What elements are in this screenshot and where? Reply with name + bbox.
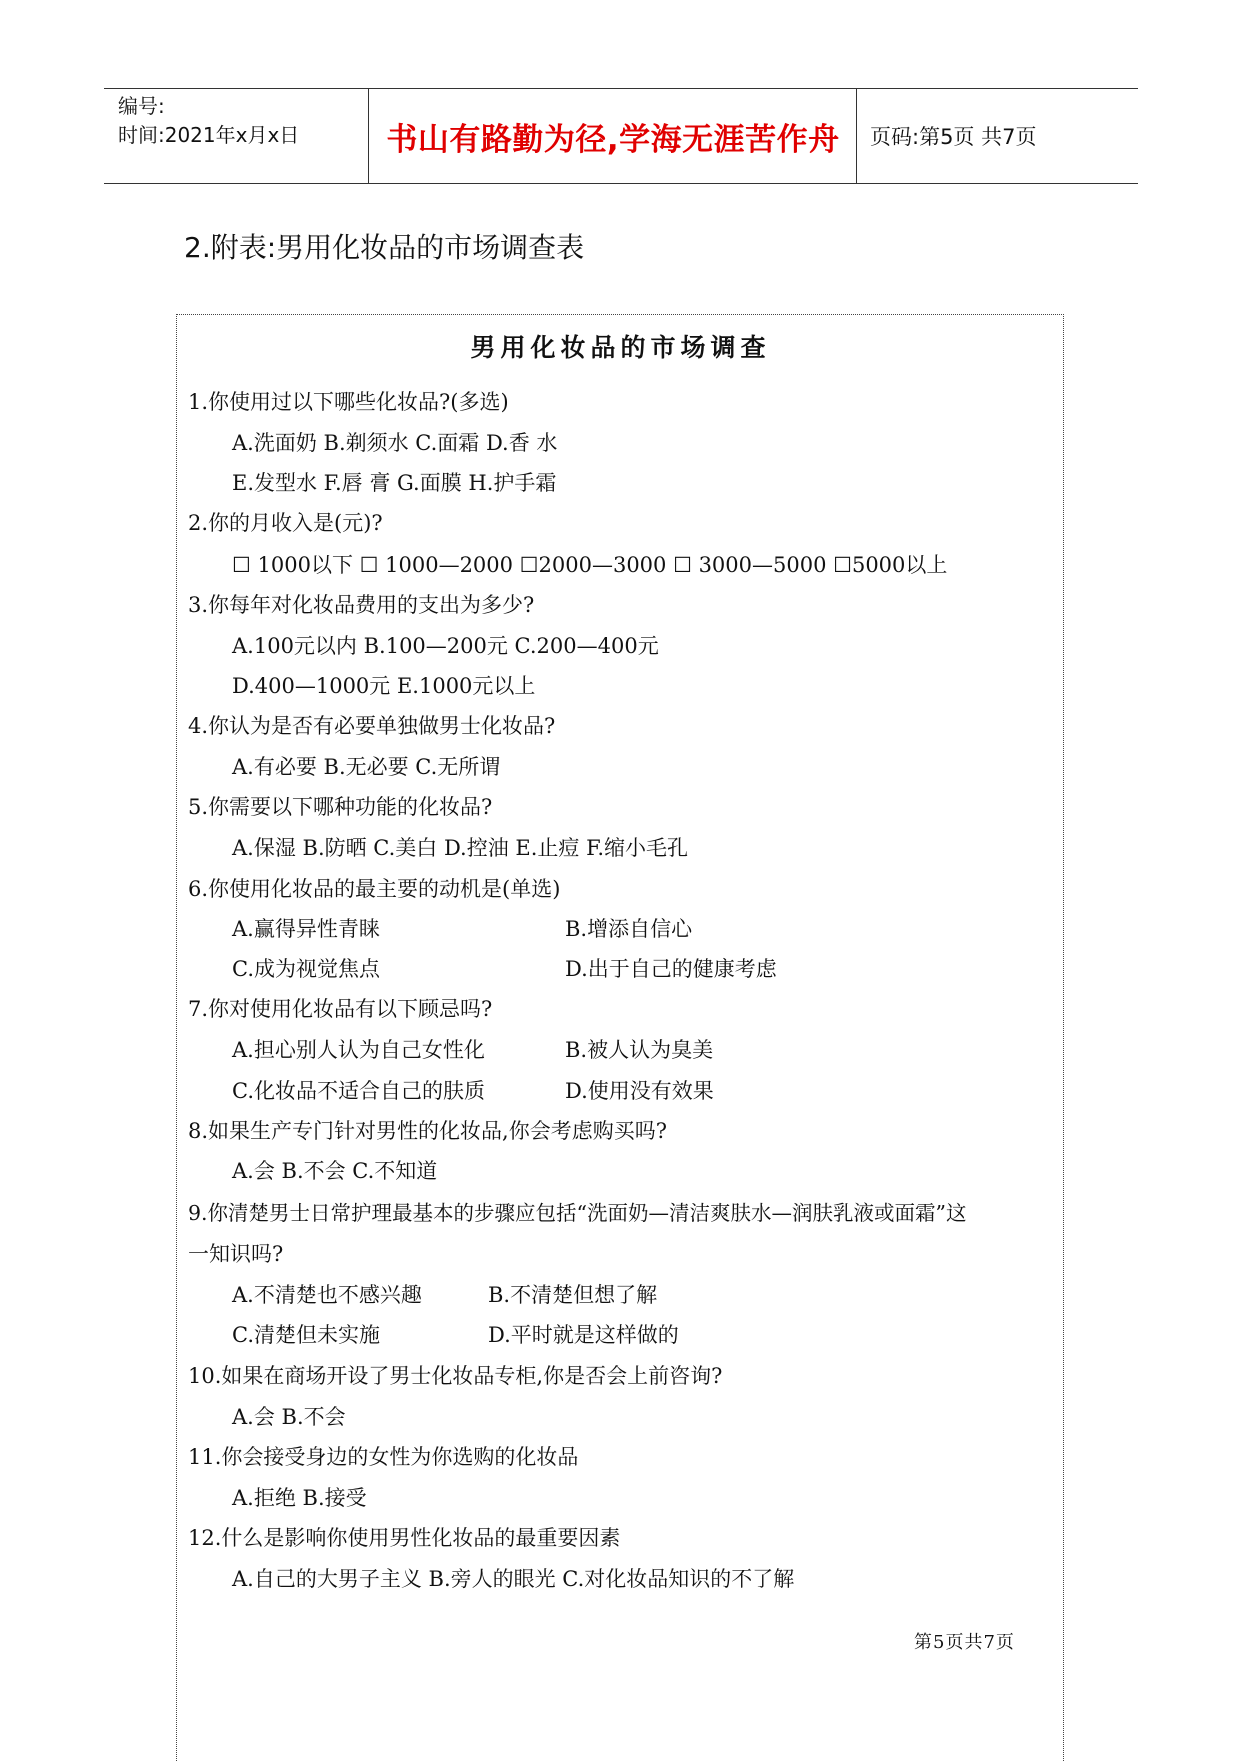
question-11: 11.你会接受身边的女性为你选购的化妆品	[188, 1445, 579, 1469]
header-divider	[856, 89, 857, 183]
time-label: 时间:2021年x月x日	[118, 123, 300, 147]
question-8: 8.如果生产专门针对男性的化妆品,你会考虑购买吗?	[188, 1119, 667, 1143]
question-12-options: A.自己的大男子主义 B.旁人的眼光 C.对化妆品知识的不了解	[232, 1567, 795, 1591]
question-1: 1.你使用过以下哪些化妆品?(多选)	[188, 390, 509, 414]
survey-title: 男用化妆品的市场调查	[470, 333, 771, 362]
header-motto: 书山有路勤为径,学海无涯苦作舟	[386, 121, 840, 158]
question-6: 6.你使用化妆品的最主要的动机是(单选)	[188, 877, 561, 901]
question-4: 4.你认为是否有必要单独做男士化妆品?	[188, 714, 556, 738]
question-6-option-a: A.赢得异性青睐	[232, 917, 380, 941]
question-9-continued: 一知识吗?	[188, 1242, 284, 1266]
page-header	[104, 88, 1138, 184]
question-3-options-line-2: D.400—1000元 E.1000元以上	[232, 674, 536, 698]
question-7-option-b: B.被人认为臭美	[565, 1038, 714, 1062]
question-3: 3.你每年对化妆品费用的支出为多少?	[188, 593, 535, 617]
question-5-options: A.保湿 B.防晒 C.美白 D.控油 E.止痘 F.缩小毛孔	[232, 836, 689, 860]
question-7-option-d: D.使用没有效果	[565, 1079, 714, 1103]
number-label: 编号:	[118, 94, 165, 118]
question-10-options: A.会 B.不会	[232, 1405, 346, 1429]
header-page-code: 页码:第5页 共7页	[870, 125, 1037, 149]
question-9-option-b: B.不清楚但想了解	[488, 1283, 658, 1307]
question-1-options-line-1: A.洗面奶 B.剃须水 C.面霜 D.香 水	[232, 431, 558, 455]
question-12: 12.什么是影响你使用男性化妆品的最重要因素	[188, 1526, 621, 1550]
question-3-options-line-1: A.100元以内 B.100—200元 C.200—400元	[232, 634, 659, 658]
question-10: 10.如果在商场开设了男士化妆品专柜,你是否会上前咨询?	[188, 1364, 723, 1388]
question-9-option-c: C.清楚但未实施	[232, 1323, 380, 1347]
question-7-option-c: C.化妆品不适合自己的肤质	[232, 1079, 485, 1103]
page-footer: 第5页共7页	[914, 1632, 1015, 1653]
section-title: 2.附表:男用化妆品的市场调查表	[184, 231, 585, 264]
question-1-options-line-2: E.发型水 F.唇 膏 G.面膜 H.护手霜	[232, 471, 557, 495]
question-2: 2.你的月收入是(元)?	[188, 511, 383, 535]
question-7-option-a: A.担心别人认为自己女性化	[232, 1038, 485, 1062]
question-9-option-a: A.不清楚也不感兴趣	[232, 1283, 422, 1307]
header-meta	[118, 92, 299, 150]
question-7: 7.你对使用化妆品有以下顾忌吗?	[188, 997, 493, 1021]
question-6-option-c: C.成为视觉焦点	[232, 957, 380, 981]
question-6-option-d: D.出于自己的健康考虑	[565, 957, 777, 981]
header-divider	[368, 89, 369, 183]
question-9: 9.你清楚男士日常护理最基本的步骤应包括“洗面奶—清洁爽肤水—润肤乳液或面霜”这	[188, 1201, 967, 1225]
question-6-option-b: B.增添自信心	[565, 917, 693, 941]
question-2-options: ☐ 1000以下 ☐ 1000—2000 ☐2000—3000 ☐ 3000—5000 ☐5000以上	[232, 553, 948, 577]
question-5: 5.你需要以下哪种功能的化妆品?	[188, 795, 493, 819]
question-8-options: A.会 B.不会 C.不知道	[232, 1159, 438, 1183]
question-11-options: A.拒绝 B.接受	[232, 1486, 367, 1510]
question-9-option-d: D.平时就是这样做的	[488, 1323, 679, 1347]
question-4-options: A.有必要 B.无必要 C.无所谓	[232, 755, 501, 779]
